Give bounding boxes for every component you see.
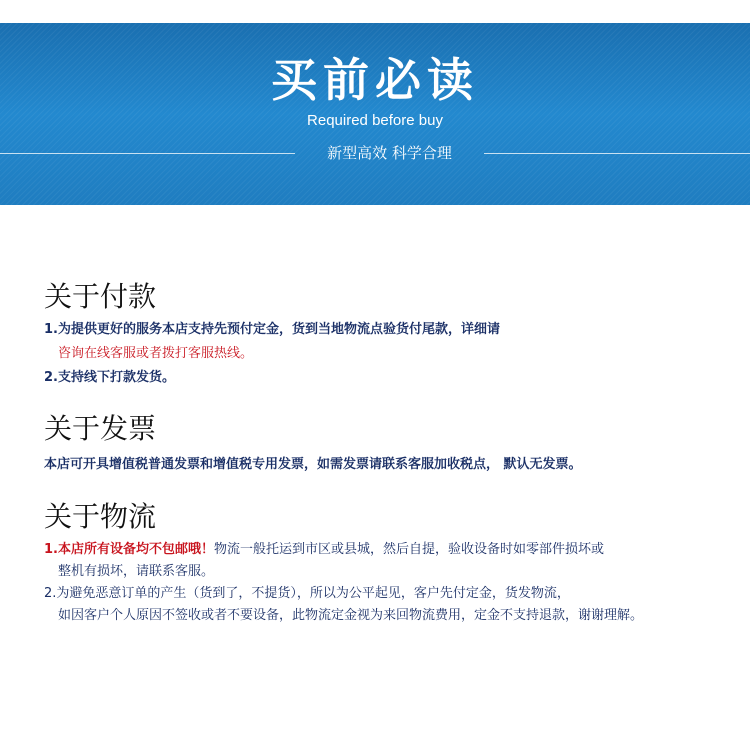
banner-slogan: 新型高效 科学合理 <box>327 144 452 162</box>
banner-subtitle: Required before buy <box>307 112 443 129</box>
invoice-line-1: 本店可开具增值税普通发票和增值税专用发票，如需发票请联系客服加收税点， 默认无发票。 <box>44 457 582 472</box>
logistics-title: 关于物流 <box>44 500 157 533</box>
payment-line-1-red: 咨询在线客服或者拨打客服热线。 <box>58 346 254 361</box>
banner-title: 买前必读 <box>271 53 479 107</box>
logistics-line-1-cont: 整机有损坏，请联系客服。 <box>58 564 215 579</box>
header-banner <box>0 23 750 205</box>
payment-title: 关于付款 <box>44 280 157 313</box>
logistics-line-2: 2.为避免恶意订单的产生（货到了，不提货），所以为公平起见，客户先付定金，货发物流， <box>44 586 570 601</box>
banner-divider-right <box>484 153 750 154</box>
logistics-line-1-red: 1.本店所有设备均不包邮哦！ <box>44 542 214 557</box>
logistics-line-2-cont: 如因客户个人原因不签收或者不要设备，此物流定金视为来回物流费用，定金不支持退款，谢谢理解。 <box>58 608 644 623</box>
invoice-title: 关于发票 <box>44 412 157 445</box>
payment-line-2: 2.支持线下打款发货。 <box>44 370 175 385</box>
payment-line-1: 1.为提供更好的服务本店支持先预付定金，货到当地物流点验货付尾款，详细请 <box>44 322 500 337</box>
banner-divider-left <box>0 153 295 154</box>
logistics-line-1-rest: 物流一般托运到市区或县城，然后自提，验收设备时如零部件损坏或 <box>213 542 604 557</box>
logistics-line-1 <box>44 541 604 559</box>
